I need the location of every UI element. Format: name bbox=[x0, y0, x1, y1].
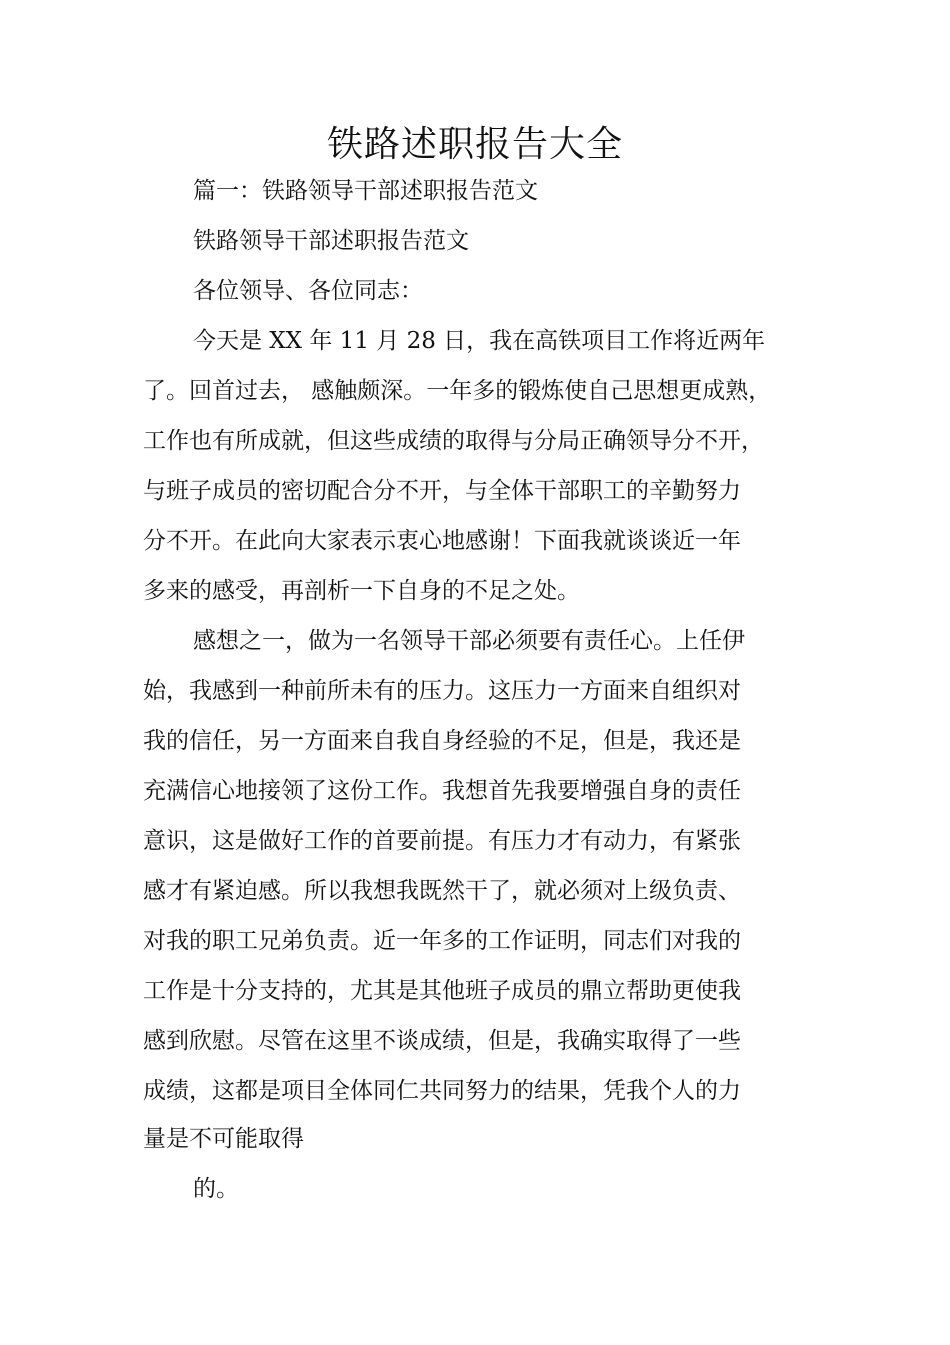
paragraph-line: 工作是十分支持的，尤其是其他班子成员的鼎立帮助更使我 bbox=[143, 978, 741, 1004]
paragraph-line: 了。回首过去， 感触颇深。一年多的锻炼使自己思想更成熟， bbox=[143, 378, 772, 404]
paragraph-line: 工作也有所成就，但这些成绩的取得与分局正确领导分不开， bbox=[143, 428, 764, 454]
paragraph-line: 与班子成员的密切配合分不开，与全体干部职工的辛勤努力 bbox=[143, 478, 741, 504]
paragraph-line: 始，我感到一种前所未有的压力。这压力一方面来自组织对 bbox=[143, 678, 741, 704]
paragraph-line: 量是不可能取得 bbox=[143, 1126, 304, 1152]
paragraph-line: 多来的感受，再剖析一下自身的不足之处。 bbox=[143, 578, 580, 604]
paragraph-line: 我的信任，另一方面来自我自身经验的不足，但是，我还是 bbox=[143, 728, 741, 754]
paragraph-line: 充满信心地接领了这份工作。我想首先我要增强自身的责任 bbox=[143, 778, 741, 804]
salutation: 各位领导、各位同志： bbox=[193, 278, 423, 304]
paragraph-line: 感到欣慰。尽管在这里不谈成绩，但是，我确实取得了一些 bbox=[143, 1028, 741, 1054]
paragraph-line: 意识，这是做好工作的首要前提。有压力才有动力，有紧张 bbox=[143, 828, 741, 854]
paragraph-line: 分不开。在此向大家表示衷心地感谢！下面我就谈谈近一年 bbox=[143, 528, 741, 554]
paragraph-line: 今天是 XX 年 11 月 28 日，我在高铁项目工作将近两年 bbox=[193, 328, 766, 354]
report-heading: 铁路领导干部述职报告范文 bbox=[193, 228, 469, 254]
paragraph-line: 成绩，这都是项目全体同仁共同努力的结果，凭我个人的力 bbox=[143, 1078, 741, 1104]
paragraph-line: 对我的职工兄弟负责。近一年多的工作证明，同志们对我的 bbox=[143, 928, 741, 954]
section-heading: 篇一：铁路领导干部述职报告范文 bbox=[193, 178, 538, 204]
document-title: 铁路述职报告大全 bbox=[326, 124, 623, 165]
paragraph-line: 感想之一，做为一名领导干部必须要有责任心。上任伊 bbox=[193, 628, 745, 654]
paragraph-line: 感才有紧迫感。所以我想我既然干了，就必须对上级负责、 bbox=[143, 878, 741, 904]
paragraph-fragment: 的。 bbox=[193, 1176, 239, 1202]
